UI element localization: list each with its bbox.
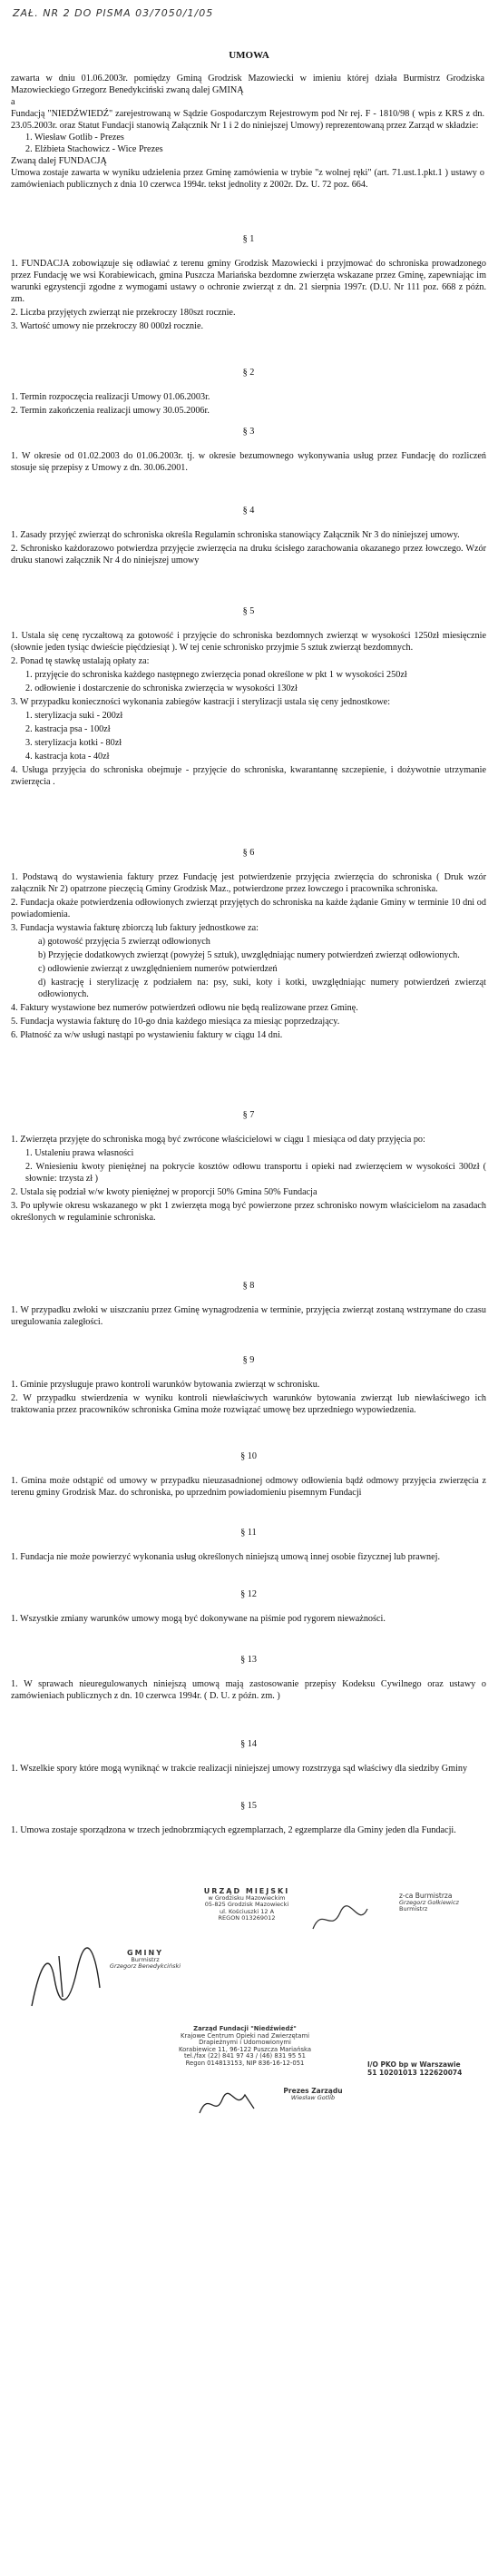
clause: 3. Wartość umowy nie przekroczy 80 000zł rocznie. xyxy=(11,321,204,331)
clause: 2. Fundacja okaże potwierdzenia odłowionych zwierząt przyjętych do schroniska na każde żądanie Gminy w terminie 10 dni od powiadomienia. xyxy=(11,898,486,919)
clause: 1. przyjęcie do schroniska każdego następnego zwierzęcia ponad określone w pkt 1 w wysokości 250zł xyxy=(25,670,407,680)
intro-paragraph: Umowa zostaje zawarta w wyniku udzielenia przez Gminę zamówienia w trybie "z wolnej ręki" (art. 71.ust.1.pkt.1 ) ustawy o zamówieniach publicznych z dnia 10 czerwca 1994r. tekst jednolity z 2002r. Dz. U. 72 poz. 664. xyxy=(11,168,484,190)
clause: 1. Fundacja nie może powierzyć wykonania usług określonych niniejszą umową innej osobie fizycznej lub prawnej. xyxy=(11,1552,441,1562)
intro-paragraph: Fundacją "NIEDŹWIEDŹ" zarejestrowaną w Sądzie Gospodarczym Rejestrowym pod Nr rej. F - 1810/98 ( wpis z KRS z dn. 23.05.2003r. oraz Statut Fundacji stanowią Załącznik Nr 1 i 2 do niniejszej Umowy) reprezentowaną przez Zarząd w składzie: xyxy=(11,109,484,131)
mayor-stamp xyxy=(86,1950,204,1971)
section-11 xyxy=(11,1527,486,1565)
clause: 3. W przypadku konieczności wykonania zabiegów kastracji i sterylizacji ustala się ceny jednostkowe: xyxy=(11,697,391,707)
stamp-line: 51 10201013 122620074 xyxy=(367,2069,463,2077)
section-heading: § 2 xyxy=(242,368,255,378)
contract-intro xyxy=(11,73,484,191)
clause: 1. FUNDACJA zobowiązuje się odławiać z terenu gminy Grodzisk Mazowiecki i przyjmować do schroniska prowadzonego przez Fundację we wsi Korabiewicach, gmina Puszcza Mariańska bezdomne zwierzęta wskazane przez Gminę, zapewniając im warunki egzystencji zgodne z wymogami ustawy o ochronie zwierząt z dn. 21 sierpnia 1997r. (D.U. Nr 111 poz. 668 z późn. zm. xyxy=(11,259,486,304)
clause: 2. odłowienie i dostarczenie do schroniska zwierzęcia w wysokości 130zł xyxy=(25,683,298,693)
clause: 1. W sprawach nieuregulowanych niniejszą umową mają zastosowanie przepisy Kodeksu Cywilnego oraz ustawy o zamówieniach publicznych z dn. 10 czerwca 1994r. ( D. U. z późn. zm. ) xyxy=(11,1679,486,1701)
clause: 1. Podstawą do wystawienia faktury przez Fundację jest potwierdzenie przyjęcia zwierzęcia do schroniska ( Druk wzór załącznik Nr 2) opatrzone pieczęcią Gminy Grodzisk Maz., potwierdzone przez łowczego i pracownika schroniska. xyxy=(11,872,486,894)
stamp-line: Krajowe Centrum Opieki nad Zwierzętami xyxy=(181,2031,309,2040)
clause: 2. Schronisko każdorazowo potwierdza przyjęcie zwierzęcia na druku ścisłego zarachowania okazanego przez łowczego. Wzór druku stanowi załącznik Nr 4 do niniejszej umowy xyxy=(11,544,486,565)
clause: 1. Zasady przyjęć zwierząt do schroniska określa Regulamin schroniska stanowiący Załącznik Nr 3 do niniejszej umowy. xyxy=(11,530,460,540)
clause: 3. sterylizacja kotki - 80zł xyxy=(25,738,122,748)
signature-deputy-mayor xyxy=(308,1902,372,1938)
clause: 1. W okresie od 01.02.2003 do 01.06.2003r. tj. w okresie bezumownego wykonywania usług przez Fundację do rozliczeń stosuje się przepisy z Umowy z dn. 30.06.2001. xyxy=(11,451,486,473)
section-heading: § 13 xyxy=(240,1655,257,1665)
stamp-line: Prezes Zarządu xyxy=(283,2087,343,2095)
clause: 2. Wniesieniu kwoty pieniężnej na pokrycie kosztów odłowu transportu i opieki nad zwierzęciem w wysokości 300zł ( słownie: trzysta zł ) xyxy=(25,1162,486,1184)
intro-paragraph: zawarta w dniu 01.06.2003r. pomiędzy Gminą Grodzisk Mazowiecki w imieniu której działa Burmistrz Grodziska Mazowieckiego Grzegorz Benedykciński zwaną dalej GMINĄ xyxy=(11,74,484,95)
section-12 xyxy=(11,1588,486,1627)
section-1 xyxy=(11,233,486,334)
section-heading: § 12 xyxy=(240,1589,257,1599)
stamp-line: 05-825 Grodzisk Mazowiecki xyxy=(204,1901,289,1908)
clause: a) gotowość przyjęcia 5 zwierząt odłowionych xyxy=(38,937,210,947)
clause: 1. Ustaleniu prawa własności xyxy=(25,1148,134,1158)
stamp-line: Zarząd Fundacji "Niedźwiedź" xyxy=(193,2025,297,2032)
stamp-line: w Grodzisku Mazowieckim xyxy=(208,1893,286,1902)
stamp-line: Grzegorz Benedykciński xyxy=(109,1962,181,1970)
clause: 2. W przypadku stwierdzenia w wyniku kontroli niewłaściwych warunków bytowania zwierząt lub niewłaściwego ich traktowania przez pracowników schroniska Gmina może rozwiązać umowę bez uprzedniego wypowiedzenia. xyxy=(11,1393,486,1415)
clause: 2. Liczba przyjętych zwierząt nie przekroczy 180szt rocznie. xyxy=(11,308,236,318)
intro-paragraph: 1. Wiesław Gotlib - Prezes xyxy=(25,133,124,143)
clause: 6. Płatność za w/w usługi nastąpi po wystawieniu faktury w ciągu 14 dni. xyxy=(11,1030,283,1040)
bank-account-stamp xyxy=(367,2060,494,2077)
clause: 2. Termin zakończenia realizacji umowy 30.05.2006r. xyxy=(11,406,210,416)
clause: 3. Fundacja wystawia fakturę zbiorczą lub faktury jednostkowe za: xyxy=(11,923,259,933)
intro-paragraph: 2. Elżbieta Stachowicz - Wice Prezes xyxy=(25,144,163,154)
stamp-line: Grzegorz Gołkiewicz xyxy=(399,1898,459,1906)
section-heading: § 9 xyxy=(242,1355,255,1365)
section-15 xyxy=(11,1800,486,1838)
section-3 xyxy=(11,426,486,476)
section-10 xyxy=(11,1450,486,1500)
stamp-line: URZĄD MIEJSKI xyxy=(203,1887,290,1895)
foundation-stamp xyxy=(154,2026,336,2067)
stamp-line: REGON 013269012 xyxy=(218,1914,276,1922)
stamp-line: Drapieżnymi i Udomowionymi xyxy=(199,2039,291,2046)
clause: 1. Ustala się cenę ryczałtową za gotowość i przyjęcie do schroniska bezdomnych zwierząt w wysokości 1250zł miesięcznie (słownie jeden tysiąc dwieście pięćdziesiąt ). W tej cenie schronisko przyjmie 5 sztuk zwierząt bezdomnych. xyxy=(11,631,486,653)
handwritten-header-note: ZAŁ. NR 2 DO PISMA 03/7050/1/05 xyxy=(13,7,214,19)
section-heading: § 4 xyxy=(242,506,255,516)
stamp-line: Korabiewice 11, 96-122 Puszcza Mariańska xyxy=(178,2045,312,2053)
section-heading: § 11 xyxy=(240,1528,257,1538)
clause: 1. Wszelkie spory które mogą wyniknąć w trakcie realizacji niniejszej umowy rozstrzyga sąd właściwy dla siedziby Gminy xyxy=(11,1764,468,1774)
clause: 3. Po upływie okresu wskazanego w pkt 1 zwierzęta mogą być powierzone przez schronisko nowym właścicielom na zasadach określonych w regulaminie schroniska. xyxy=(11,1201,486,1223)
clause: 1. Termin rozpoczęcia realizacji Umowy 01.06.2003r. xyxy=(11,392,210,402)
clause: c) odłowienie zwierząt z uwzględnieniem numerów potwierdzeń xyxy=(38,964,278,974)
clause: 1. sterylizacja suki - 200zł xyxy=(25,711,123,721)
section-heading: § 6 xyxy=(242,848,255,858)
section-2 xyxy=(11,367,486,418)
clause: 1. Umowa zostaje sporządzona w trzech jednobrzmiących egzemplarzach, 2 egzemplarze dla Gminy jeden dla Fundacji. xyxy=(11,1825,456,1835)
stamp-line: ul. Kościuszki 12 A xyxy=(219,1907,275,1915)
document-title: UMOWA xyxy=(229,50,269,61)
stamp-line: I/O PKO bp w Warszawie xyxy=(367,2060,461,2069)
stamp-line: Wiesław Gotlib xyxy=(290,2093,336,2101)
section-heading: § 8 xyxy=(242,1281,255,1291)
section-heading: § 10 xyxy=(240,1451,257,1461)
clause: 4. Faktury wystawione bez numerów potwierdzeń odłowu nie będą realizowane przez Gminę. xyxy=(11,1003,358,1013)
section-heading: § 1 xyxy=(242,234,255,244)
stamp-line: Burmistrz xyxy=(131,1955,160,1963)
clause: 1. Gminie przysługuje prawo kontroli warunków bytowania zwierząt w schronisku. xyxy=(11,1380,320,1390)
section-7 xyxy=(11,1109,486,1225)
section-4 xyxy=(11,505,486,568)
clause: 1. Wszystkie zmiany warunków umowy mogą być dokonywane na piśmie pod rygorem nieważności. xyxy=(11,1614,386,1624)
clause: 5. Fundacja wystawia fakturę do 10-go dnia każdego miesiąca za miesiąc poprzedzający. xyxy=(11,1017,340,1027)
stamp-line: tel./fax (22) 841 97 43 / (46) 831 95 51 xyxy=(184,2052,306,2060)
intro-paragraph: Zwaną dalej FUNDACJĄ xyxy=(11,156,107,166)
stamp-line: GMINY xyxy=(127,1949,163,1957)
clause: 4. Usługa przyjęcia do schroniska obejmuje - przyjęcie do schroniska, kwarantannę szczepienie, i dożywotnie utrzymanie zwierzęcia . xyxy=(11,765,486,787)
signature-foundation-vice-president xyxy=(195,2086,259,2122)
stamp-line: z-ca Burmistrza xyxy=(399,1892,453,1900)
section-heading: § 5 xyxy=(242,606,255,616)
clause: d) kastrację i sterylizację z podziałem na: psy, suki, koty i kotki, uwzględniając numery potwierdzeń zwierząt odłowionych. xyxy=(38,978,486,999)
section-13 xyxy=(11,1654,486,1704)
section-6 xyxy=(11,847,486,1043)
clause: 2. Ponad tę stawkę ustalają opłaty za: xyxy=(11,656,150,666)
section-heading: § 3 xyxy=(242,427,255,437)
section-heading: § 7 xyxy=(242,1110,255,1120)
stamp-line: Burmistrz xyxy=(399,1905,428,1912)
section-8 xyxy=(11,1280,486,1330)
section-5 xyxy=(11,605,486,790)
clause: 2. Ustala się podział w/w kwoty pieniężnej w proporcji 50% Gmina 50% Fundacja xyxy=(11,1187,317,1197)
section-heading: § 15 xyxy=(240,1801,257,1811)
clause: 2. kastracja psa - 100zł xyxy=(25,724,111,734)
stamp-line: Regon 014813153, NIP 836-16-12-051 xyxy=(185,2059,305,2067)
intro-paragraph: a xyxy=(11,97,15,107)
city-office-stamp xyxy=(192,1888,301,1922)
president-stamp xyxy=(272,2088,354,2101)
section-9 xyxy=(11,1354,486,1418)
clause: 4. kastracja kota - 40zł xyxy=(25,752,110,762)
section-14 xyxy=(11,1738,486,1776)
clause: 1. Gmina może odstąpić od umowy w przypadku nieuzasadnionej odmowy odłowienia bądź odmowy przyjęcia zwierzęcia z terenu gminy Grodzisk Maz. do schroniska, po uprzednim powiadomieniu pisemnym Fundacji xyxy=(11,1476,486,1498)
clause: 1. W przypadku zwłoki w uiszczaniu przez Gminę wynagrodzenia w terminie, przyjęcia zwierząt zostaną wstrzymane do czasu uregulowania zaległości. xyxy=(11,1305,486,1327)
deputy-mayor-stamp xyxy=(399,1893,490,1913)
clause: 1. Zwierzęta przyjęte do schroniska mogą być zwrócone właścicielowi w ciągu 1 miesiąca od daty przyjęcia po: xyxy=(11,1135,425,1145)
clause: b) Przyjęcie dodatkowych zwierząt (powyżej 5 sztuk), uwzględniając numery potwierdzeń zwierząt odłowionych. xyxy=(38,950,460,960)
section-heading: § 14 xyxy=(240,1739,257,1749)
